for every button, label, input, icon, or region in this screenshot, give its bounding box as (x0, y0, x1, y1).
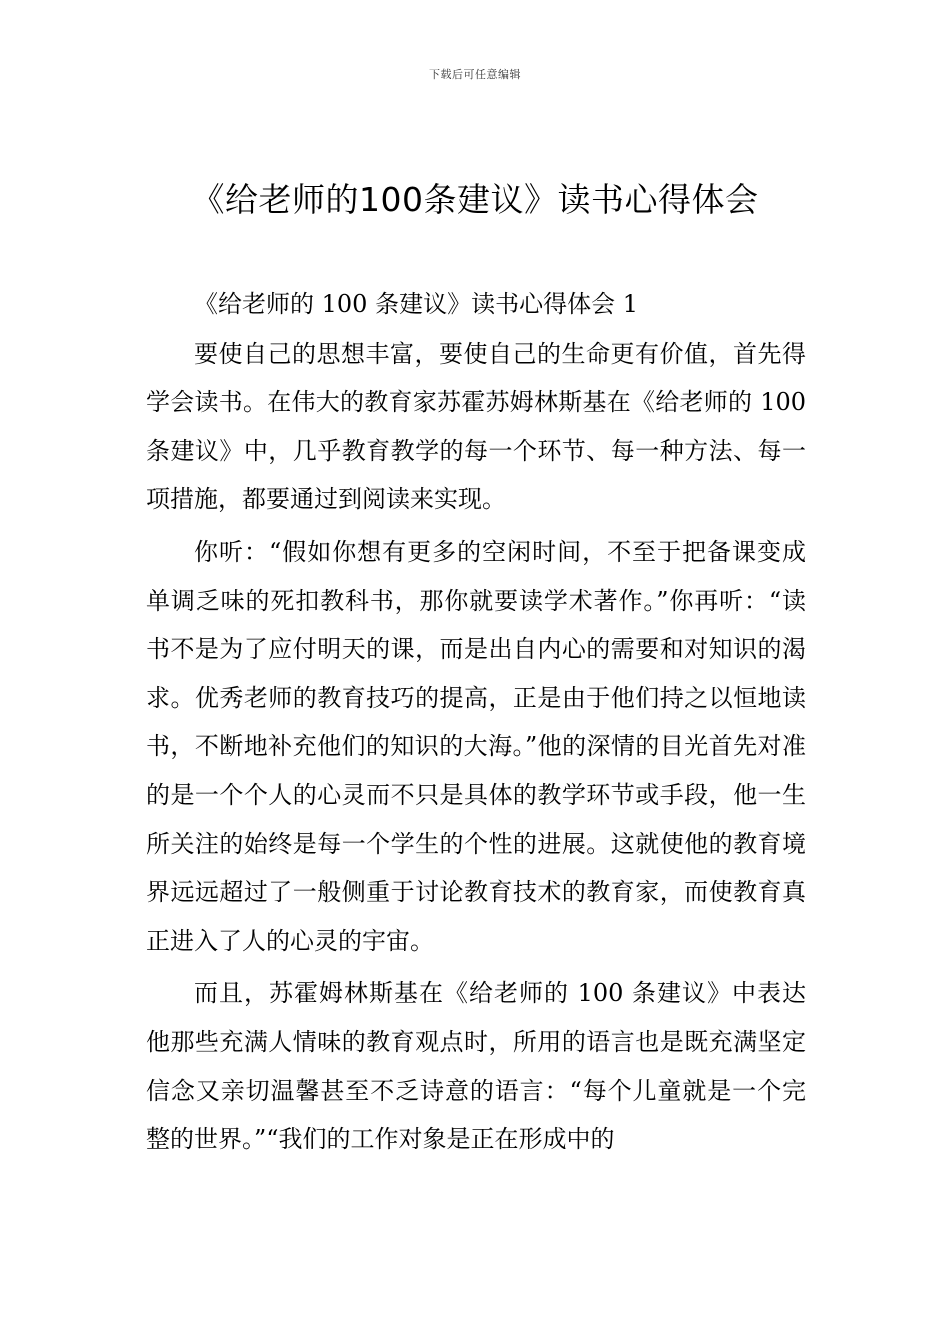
page-header-note: 下载后可任意编辑 (429, 68, 521, 81)
paragraph-1: 要使自己的思想丰富，要使自己的生命更有价值，首先得学会读书。在伟大的教育家苏霍苏姆林斯基在《给老师的 100 条建议》中，几乎教育教学的每一个环节、每一种方法、每一项措施，都要通过到阅读来实现。 (146, 339, 806, 514)
section-heading: 《给老师的 100 条建议》读书心得体会 1 (194, 290, 638, 318)
document-title: 《给老师的100条建议》读书心得体会 (191, 180, 759, 219)
paragraph-2: 你听：“假如你想有更多的空闲时间，不至于把备课变成单调乏味的死扣教科书，那你就要读学术著作。”你再听：“读书不是为了应付明天的课，而是出自内心的需要和对知识的渴求。优秀老师的教育技巧的提高，正是由于他们持之以恒地读书，不断地补充他们的知识的大海。”他的深情的目光首先对准的是一个个人的心灵而不只是具体的教学环节或手段，他一生所关注的始终是每一个学生的个性的进展。这就使他的教育境界远远超过了一般侧重于讨论教育技术的教育家，而使教育真正进入了人的心灵的宇宙。 (146, 537, 806, 955)
paragraph-3: 而且，苏霍姆林斯基在《给老师的 100 条建议》中表达他那些充满人情味的教育观点时，所用的语言也是既充满坚定信念又亲切温馨甚至不乏诗意的语言：“每个儿童就是一个完整的世界。”“我们的工作对象是正在形成中的 (146, 979, 806, 1154)
document-body (146, 280, 806, 1164)
